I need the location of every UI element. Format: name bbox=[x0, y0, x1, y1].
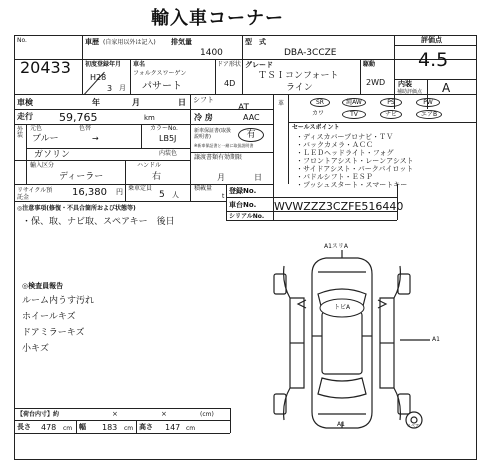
shift-value: AT bbox=[238, 103, 249, 113]
ac-value: AAC bbox=[243, 113, 260, 122]
dimensions-label: 【荷台内寸】約 bbox=[17, 411, 60, 418]
shift-label: シフト bbox=[193, 96, 214, 104]
diagram-bottom-label: A1 bbox=[337, 421, 345, 428]
capacity-value: 5 bbox=[159, 190, 165, 200]
sales-points-label: セールスポイント bbox=[292, 124, 340, 131]
chassis-label: 車台No. bbox=[229, 201, 257, 209]
diagram-right-label: A1 bbox=[432, 336, 440, 343]
history-label: 新車保証書(取扱説明書) bbox=[194, 128, 231, 140]
chassis-value: WVWZZZ3CZFE516440 bbox=[274, 200, 404, 213]
doors-value: 4D bbox=[224, 79, 236, 88]
serial-label: シリアルNo. bbox=[229, 213, 265, 220]
recycle-value: 16,380 bbox=[72, 187, 107, 198]
height-value: 147 bbox=[165, 423, 181, 432]
plate-label: 登録No. bbox=[229, 187, 257, 195]
grade-line1: ＴＳＩコンフォート bbox=[258, 71, 339, 81]
grade-line2: ライン bbox=[286, 83, 313, 93]
width-value: 183 bbox=[102, 423, 118, 432]
grade-label: グレード bbox=[245, 61, 273, 69]
score-value: 4.5 bbox=[418, 49, 449, 71]
inspection-label: 車検 bbox=[17, 98, 33, 107]
lot-number: 20433 bbox=[20, 58, 71, 77]
maker: フォルクスワーゲン bbox=[133, 70, 187, 77]
notes-text: ・保、取、ナビ取、スペアキー 後日 bbox=[22, 217, 175, 227]
diagram-trunk-label: トビA bbox=[334, 304, 351, 311]
registration-month: 3 bbox=[107, 84, 113, 93]
spare-label: スペア bbox=[407, 423, 419, 428]
history-value: 有 bbox=[238, 128, 264, 142]
drive-value: 2WD bbox=[366, 78, 386, 87]
interior-value: A bbox=[442, 81, 451, 95]
score-label: 評価点 bbox=[421, 36, 442, 44]
doors-label: ドア形状 bbox=[217, 61, 241, 68]
import-value: ディーラー bbox=[59, 172, 104, 182]
auction-sheet: 輸入車コーナー No. 20433 車歴 (自家用以外は記入) 排気量 1400 型 式 DBA-3CCZE 評価点 4.5 初度登録年月 H28 3 月 車名 フォルクスワーゲン パサート ドア形状 4D グレード ＴＳＩコンフォート ライン 駆動 2WD 内装 補助評価点 A 車検 年 月 日 シフト AT 走行 59,765 km 冷 房 AAC 外装 元色 色替 ブルー → カラーNo. LB5J 新車保証書(取扱説明書) 有 ※新車保証書と一緒に取扱説明書 ガソリン 内装色 輸入区分 ハンドル ディーラー 右 譲渡書類有効期限 月 日 リサイクル預託金 16,380 円 乗車定員 5 人 積載量 t 登録No. 車台No. WVWZZZ3CZFE516440 シリアルNo. 革 SR 純AW PS PW カワ TV ナビ エアB セールスポイント ・ディスカバープロナビ・ＴＶ ・バックカメラ・ＡＣＣ ・ＬＥＤヘッドライト・フォグ ・フロントアシスト・レーンアシスト ・サイドアシスト・パークパイロット ・パドルシフト・ＥＳＰ ・プッシュスタート・スマートキー ◎注意事項(修復・不具合箇所および状態等) ・保、取、ナビ取、スペアキー 後日 ◎検査員報告 ルーム内うす汚れ ホイールキズ ドアミラーキズ 小キズ A1スリA トビA A1 A1 スペア 【荷台内寸】約 × × (cm) 長さ 478 cm 幅 183 cm 高さ 147 cm bbox=[14, 8, 477, 460]
recycle-label: リサイクル預託金 bbox=[17, 187, 53, 201]
notes-label: ◎注意事項(修復・不具合箇所および状態等) bbox=[17, 205, 136, 212]
model-year-label: 車歴 bbox=[85, 38, 99, 46]
fuel-value: ガソリン bbox=[34, 150, 71, 160]
registration-label: 初度登録年月 bbox=[85, 61, 122, 68]
registration-era: H28 bbox=[90, 73, 107, 82]
model-type-label: 型 式 bbox=[245, 38, 266, 46]
handle-value: 右 bbox=[152, 172, 162, 182]
displacement-value: 1400 bbox=[200, 48, 223, 58]
color-side-label: 外装 bbox=[17, 126, 24, 139]
displacement-label: 排気量 bbox=[171, 38, 192, 46]
car-diagram bbox=[254, 244, 454, 444]
expiry-label: 譲渡書類有効期限 bbox=[194, 154, 243, 161]
interior-label: 内装 bbox=[398, 80, 412, 88]
car-name-label: 車名 bbox=[133, 61, 146, 68]
length-value: 478 bbox=[41, 423, 57, 432]
diagram-top-label: A1スリA bbox=[324, 243, 349, 250]
lot-label: No. bbox=[17, 37, 27, 44]
sheet-title: 輸入車コーナー bbox=[151, 8, 284, 29]
mileage-label: 走行 bbox=[17, 112, 33, 121]
ac-label: 冷 房 bbox=[194, 113, 213, 122]
inspector-report-label: ◎検査員報告 bbox=[22, 282, 64, 290]
color-code-label: カラーNo. bbox=[150, 125, 178, 132]
car-name: パサート bbox=[142, 81, 182, 92]
drive-label: 駆動 bbox=[363, 61, 376, 68]
color-code: LB5J bbox=[159, 134, 177, 143]
color-original: ブルー bbox=[32, 134, 59, 144]
model-type-value: DBA-3CCZE bbox=[284, 48, 337, 58]
mileage-value: 59,765 bbox=[59, 111, 98, 124]
